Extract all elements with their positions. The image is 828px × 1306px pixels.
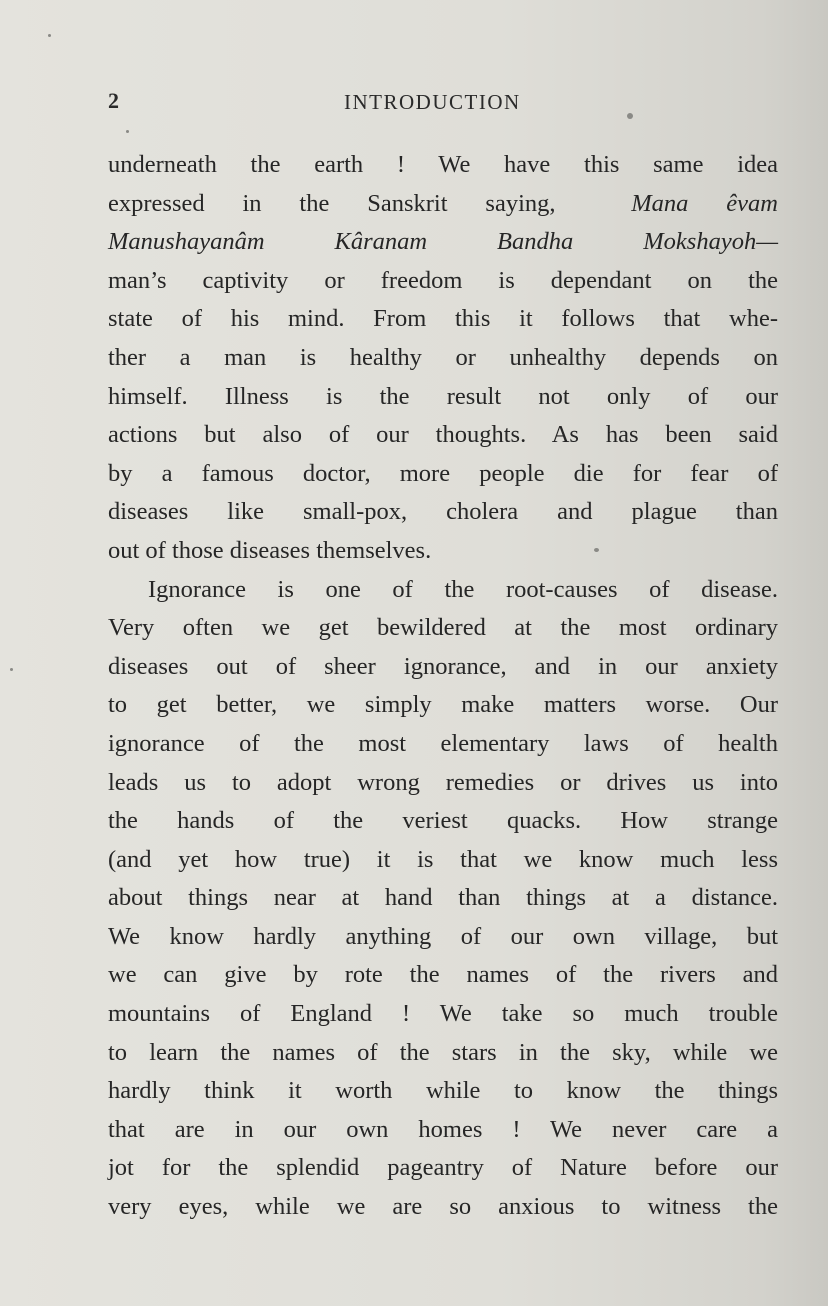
text-line-roman: expressed in the Sanskrit saying, [108,189,556,217]
text-line: hardly think it worth while to know the things [108,1077,778,1105]
text-line: diseases like small-pox, cholera and plague than [108,498,778,526]
text-line: state of his mind. From this it follows that whe- [108,305,778,333]
text-line: diseases out of sheer ignorance, and in our anxiety [108,652,778,680]
body-text [108,146,778,1227]
text-line: actions but also of our thoughts. As has been said [108,421,778,449]
sanskrit-phrase-start: Mana êvam [631,189,778,217]
text-line: mountains of England ! We take so much trouble [108,1000,778,1028]
text-line: to learn the names of the stars in the sky, while we [108,1038,778,1066]
paragraph-end-line: out of those diseases themselves. [108,536,432,564]
text-line: We know hardly anything of our own village, but [108,922,778,950]
scan-speck [126,130,129,133]
running-head: INTRODUCTION [344,90,521,114]
text-line: himself. Illness is the result not only of our [108,382,778,410]
paragraph-start-line: Ignorance is one of the root-causes of disease. [148,575,778,603]
text-line: about things near at hand than things at a distance. [108,884,778,912]
text-line: underneath the earth ! We have this same idea [108,151,778,178]
text-line: the hands of the veriest quacks. How strange [108,807,778,835]
text-line: leads us to adopt wrong remedies or drives us into [108,768,778,796]
text-line: that are in our own homes ! We never care a [108,1115,778,1143]
page-header [108,88,778,124]
scan-speck [48,34,51,37]
text-line: Very often we get bewildered at the most ordinary [108,614,778,642]
text-line [108,185,778,224]
page-number: 2 [108,88,119,113]
text-line: jot for the splendid pageantry of Nature before our [108,1154,778,1182]
text-line: very eyes, while we are so anxious to witness the [108,1193,778,1221]
text-line: ther a man is healthy or unhealthy depends on [108,343,778,371]
text-line: (and yet how true) it is that we know much less [108,845,778,873]
text-line: ignorance of the most elementary laws of health [108,729,778,757]
sanskrit-phrase-line: Manushayanâm Kâranam Bandha Mokshayoh— [108,228,778,256]
scan-speck [627,113,633,119]
text-line: we can give by rote the names of the rivers and [108,961,778,989]
text-line: to get better, we simply make matters worse. Our [108,691,778,719]
text-line: man’s captivity or freedom is dependant on the [108,266,778,294]
scan-speck [594,548,599,552]
text-line: by a famous doctor, more people die for fear of [108,459,778,487]
scan-speck [10,668,13,671]
